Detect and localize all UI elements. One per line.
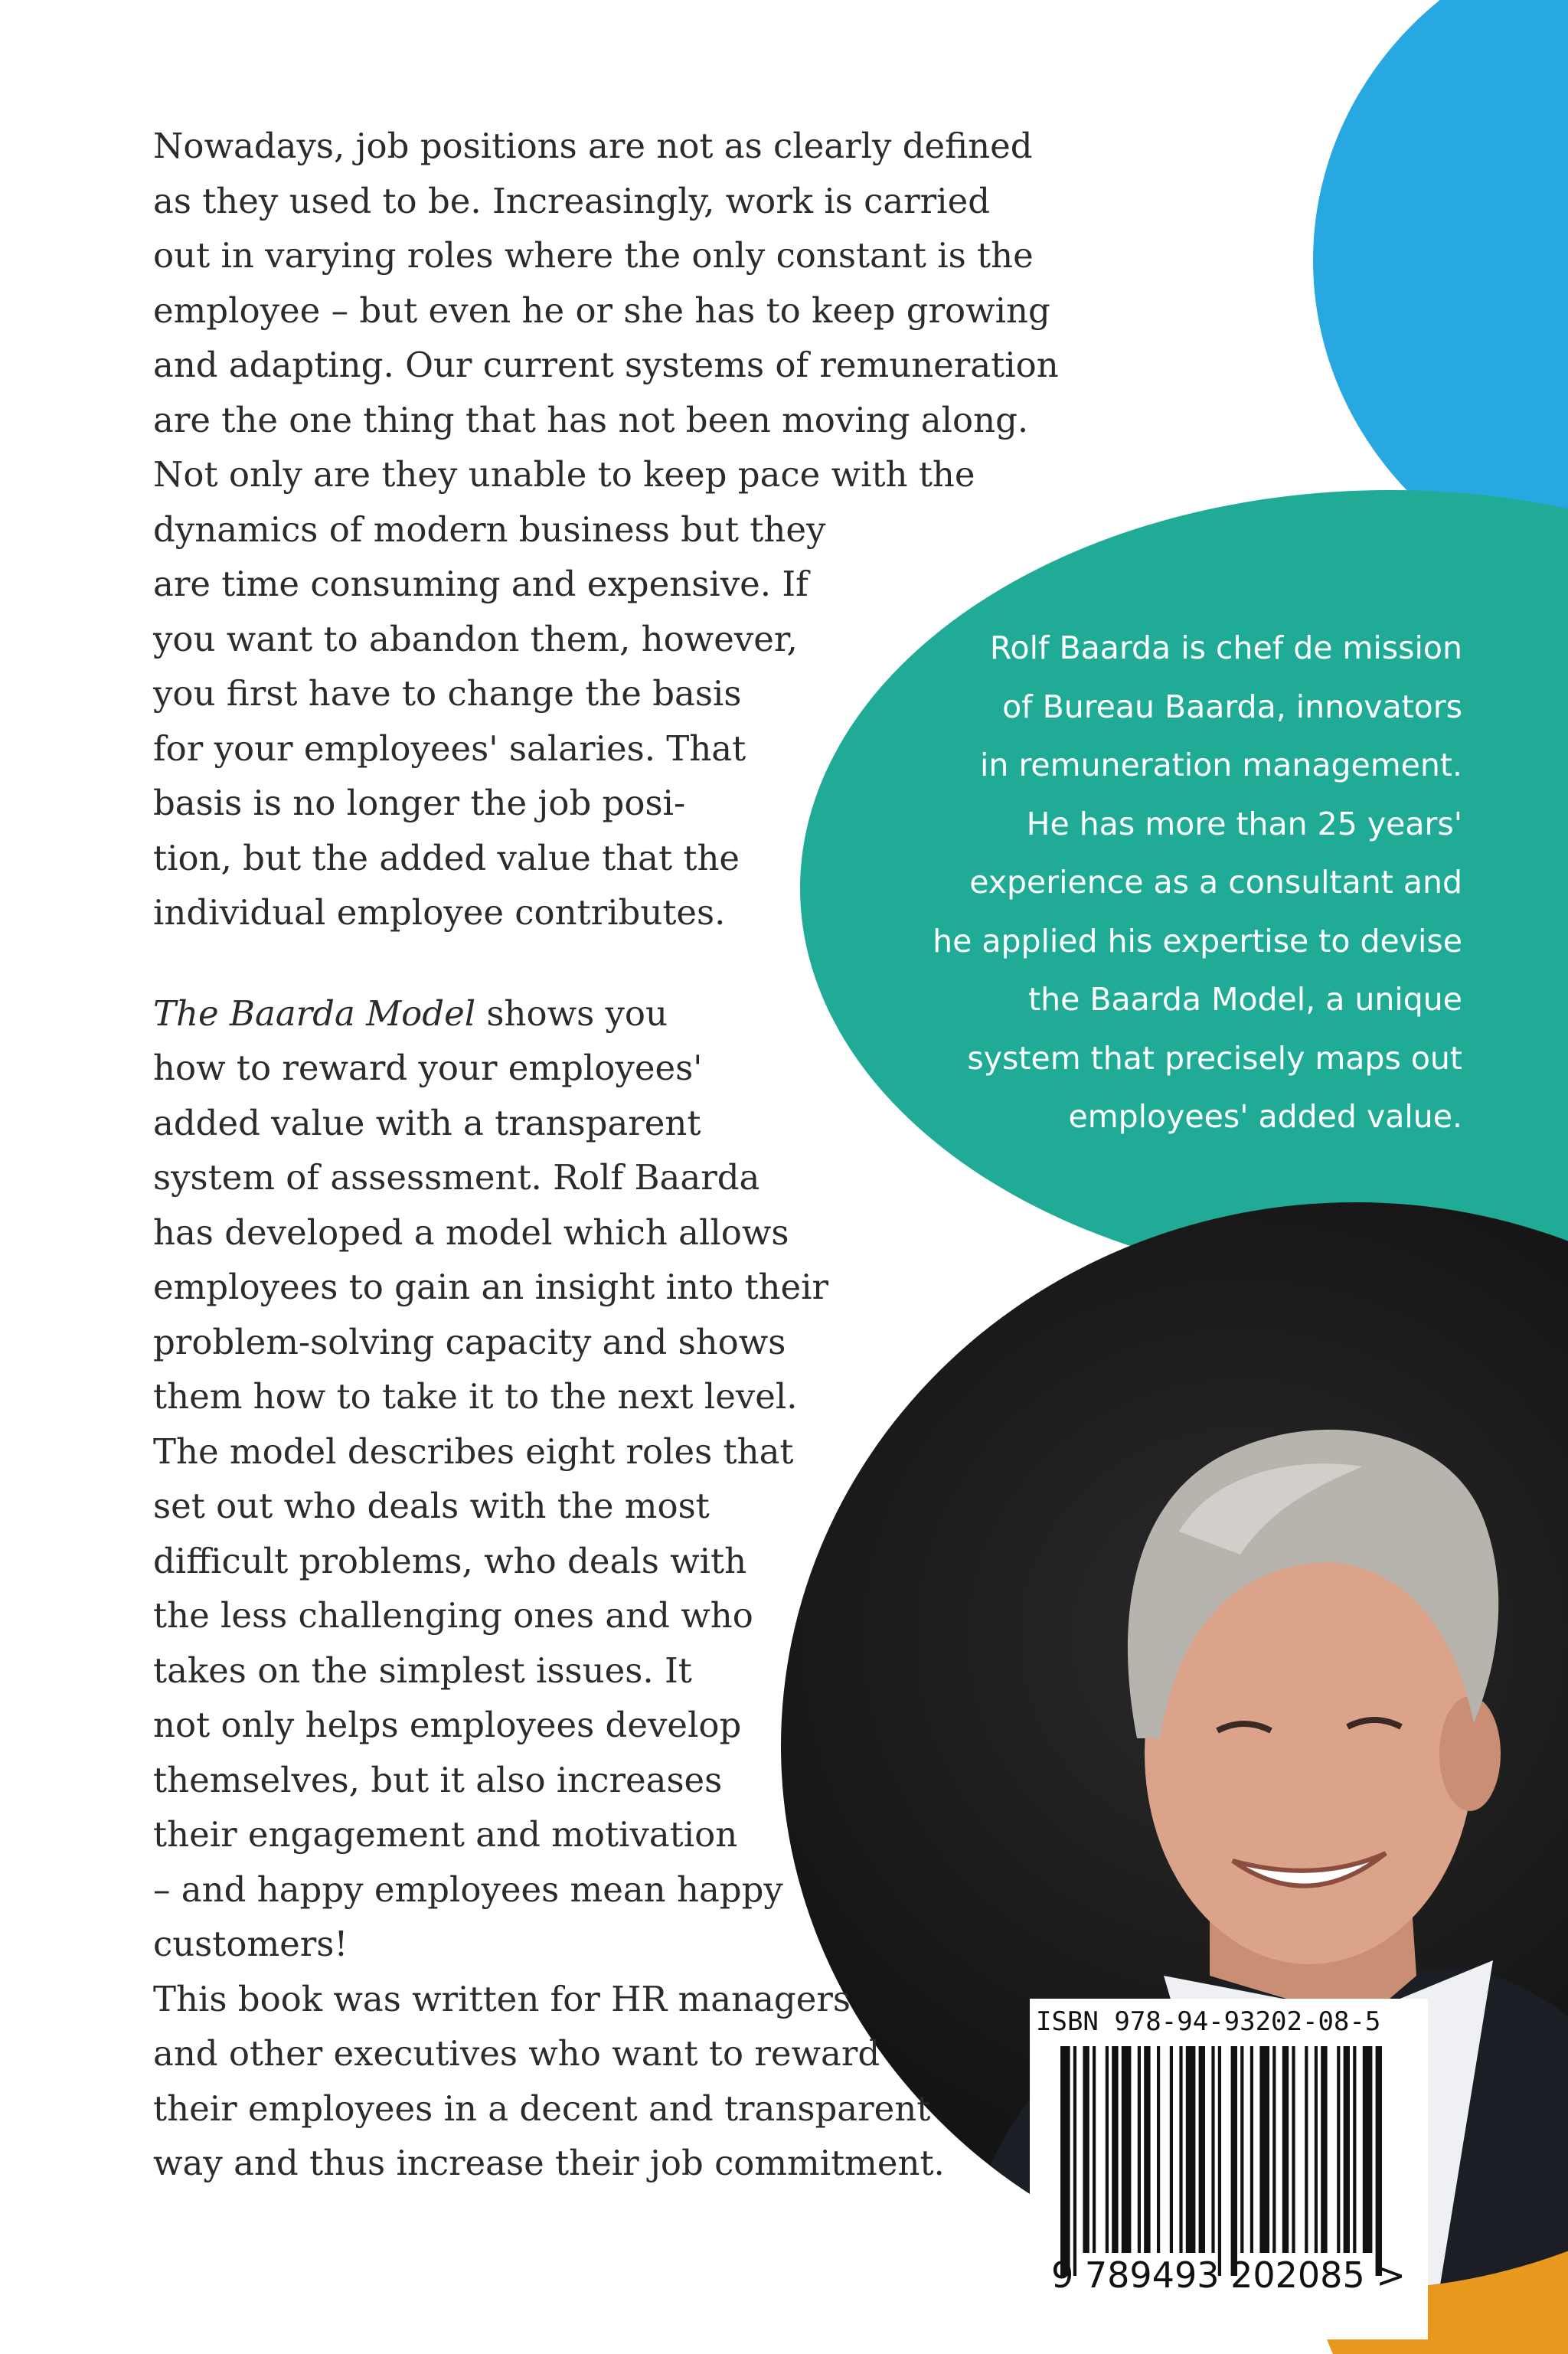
text-line: has developed a model which allows [153, 1211, 789, 1253]
barcode-bar [1138, 2046, 1141, 2253]
barcode-bar [1376, 2046, 1382, 2276]
text-line: you want to abandon them, however, [153, 618, 798, 659]
barcode-bar [1073, 2046, 1076, 2276]
barcode-bar [1211, 2046, 1214, 2253]
barcode-bar [1231, 2046, 1237, 2276]
bio-line: system that precisely maps out [967, 1039, 1462, 1077]
text-line: not only helps employees develop [153, 1705, 742, 1745]
barcode-bar [1218, 2046, 1221, 2276]
barcode-bar [1250, 2046, 1253, 2253]
bio-line: employees' added value. [1068, 1098, 1462, 1135]
barcode-bar [1060, 2046, 1070, 2276]
barcode-bar [1353, 2046, 1356, 2253]
barcode-bar [1292, 2046, 1295, 2253]
text-line: – and happy employees mean happy [153, 1868, 783, 1910]
barcode-bar [1282, 2046, 1289, 2253]
text-line: them how to take it to the next level. [153, 1376, 798, 1417]
text-line: employee – but even he or she has to keep growing [153, 289, 1050, 331]
barcode-bar [1315, 2046, 1318, 2253]
text-line: basis is no longer the job posi- [153, 783, 686, 823]
text-line: their employees in a decent and transparent [153, 2088, 931, 2129]
description-text [153, 119, 1057, 2191]
barcode-bar [1106, 2046, 1109, 2253]
bio-line: Rolf Baarda is chef de mission [989, 629, 1462, 666]
barcode-bar [1179, 2046, 1182, 2253]
text-line: are time consuming and expensive. If [153, 564, 808, 604]
text-line: system of assessment. Rolf Baarda [153, 1157, 760, 1198]
barcode-bar [1186, 2046, 1196, 2253]
paragraph-model [153, 986, 1057, 2191]
barcode-bar [1199, 2046, 1205, 2253]
text-line: dynamics of modern business but they [153, 508, 826, 550]
bio-line: of Bureau Baarda, innovators [1002, 688, 1462, 725]
text-line: customers! [153, 1924, 348, 1964]
barcode-bar [1305, 2046, 1308, 2253]
text-line: themselves, but it also increases [153, 1759, 723, 1800]
text-line: for your employees' salaries. That [153, 727, 746, 769]
barcode-bar [1344, 2046, 1350, 2253]
text-fragment: shows you [475, 992, 668, 1034]
text-line: out in varying roles where the only constant is the [153, 235, 1034, 276]
text-line: takes on the simplest issues. It [153, 1649, 692, 1691]
book-title: The Baarda Model [153, 992, 476, 1034]
text-line: added value with a transparent [153, 1102, 701, 1143]
barcode-digits: 9 789493 202085 > [1051, 2254, 1406, 2296]
text-line: tion, but the added value that the [153, 837, 740, 878]
isbn-label: ISBN 978-94-93202-08-5 [1036, 2006, 1381, 2037]
text-line: This book was written for HR managers [153, 1978, 851, 2019]
barcode-bar [1093, 2046, 1096, 2253]
bio-line: the Baarda Model, a unique [1028, 981, 1462, 1018]
text-line: The model describes eight roles that [153, 1430, 794, 1472]
text-line: the less challenging ones and who [153, 1595, 753, 1636]
text-line: and other executives who want to reward [153, 2033, 880, 2074]
barcode-bar [1272, 2046, 1276, 2253]
bio-line: he applied his expertise to devise [933, 922, 1462, 960]
barcode-bar [1363, 2046, 1373, 2253]
text-line: problem-solving capacity and shows [153, 1321, 786, 1362]
text-line: you first have to change the basis [153, 673, 742, 714]
text-line: employees to gain an insight into their [153, 1267, 829, 1307]
author-bio [873, 619, 1462, 1146]
bio-line: experience as a consultant and [969, 864, 1462, 901]
text-line: set out who deals with the most [153, 1486, 710, 1526]
text-line: Not only are they unable to keep pace with the [153, 454, 975, 495]
text-line: and adapting. Our current systems of remuneration [153, 345, 1059, 385]
bio-line: He has more than 25 years' [1026, 805, 1462, 842]
text-line: individual employee contributes. [153, 892, 726, 933]
text-line: difficult problems, who deals with [153, 1540, 747, 1581]
text-line: are the one thing that has not been moving along. [153, 399, 1029, 440]
barcode-bar [1157, 2046, 1160, 2253]
barcode-bar [1337, 2046, 1340, 2253]
barcode-bar [1259, 2046, 1269, 2253]
text-line: as they used to be. Increasingly, work is carried [153, 180, 991, 221]
text-line: Nowadays, job positions are not as clearly defined [153, 126, 1033, 166]
barcode-bar [1112, 2046, 1118, 2253]
barcode-bar [1170, 2046, 1173, 2253]
barcode-bar [1122, 2046, 1132, 2253]
barcode-bar [1240, 2046, 1243, 2253]
text-line: way and thus increase their job commitment. [153, 2143, 945, 2183]
barcode-bar [1083, 2046, 1089, 2253]
text-line: how to reward your employees' [153, 1048, 703, 1088]
barcode-bar [1321, 2046, 1327, 2253]
barcode-bar [1144, 2046, 1150, 2253]
text-line: their engagement and motivation [153, 1814, 738, 1855]
bio-line: in remuneration management. [980, 747, 1462, 783]
